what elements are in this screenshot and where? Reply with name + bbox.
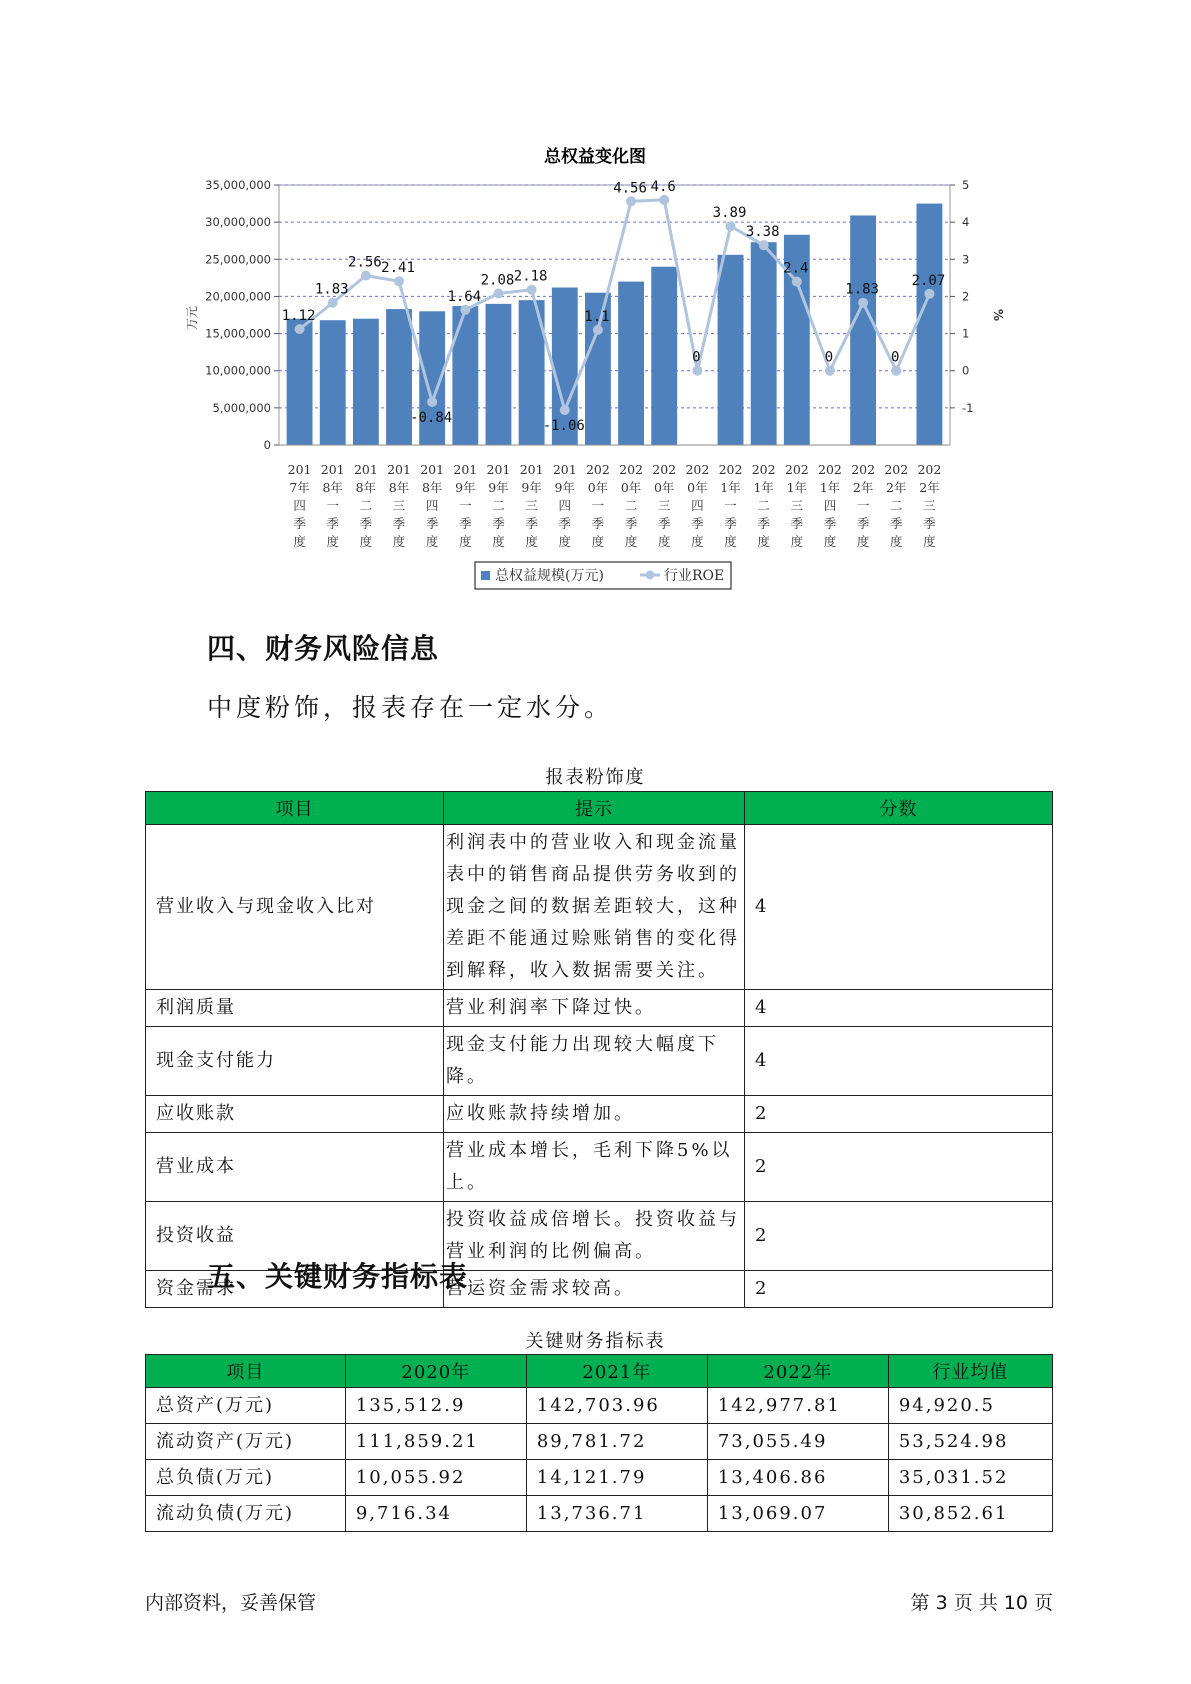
- roe-point: [924, 289, 934, 299]
- left-tick-label: 15,000,000: [205, 326, 271, 341]
- x-tick-label: 201 8年二季度: [353, 462, 378, 549]
- section-5-heading: 五、关键财务指标表: [207, 1260, 469, 1293]
- risk-summary-text: 中度粉饰，报表存在一定水分。: [207, 693, 614, 722]
- roe-point: [427, 397, 437, 407]
- left-tick-label: 25,000,000: [205, 252, 271, 267]
- right-tick-label: 0: [962, 363, 970, 378]
- roe-data-label: 0: [891, 349, 900, 366]
- risk-score-cell: 2: [745, 1096, 1053, 1133]
- roe-data-label: 3.38: [745, 224, 780, 241]
- legend-bar-swatch: [481, 571, 490, 580]
- roe-point: [726, 221, 736, 231]
- equity-bar: [850, 215, 876, 445]
- risk-hint-cell: 营运资金需求较高。: [444, 1271, 745, 1308]
- risk-item-cell: 利润质量: [146, 990, 444, 1027]
- x-tick-label: 202 0年三季度: [652, 462, 677, 549]
- plot-area: [279, 185, 950, 445]
- right-tick-label: -1: [962, 400, 974, 415]
- roe-point: [792, 277, 802, 287]
- x-tick-label: 202 0年二季度: [619, 462, 644, 549]
- x-tick-label: 202 1年一季度: [718, 462, 743, 549]
- section-4-heading: 四、财务风险信息: [207, 632, 440, 665]
- legend-line-label: 行业ROE: [664, 568, 725, 584]
- risk-item-cell: 投资收益: [146, 1202, 444, 1271]
- legend-bar-label: 总权益规模(万元): [495, 568, 604, 584]
- kfi-cell: 13,069.07: [707, 1496, 888, 1532]
- roe-point: [361, 271, 371, 281]
- kfi-cell: 10,055.92: [345, 1460, 526, 1496]
- kfi-cell: 53,524.98: [888, 1424, 1052, 1460]
- right-axis-label: %: [991, 308, 1005, 322]
- kfi-cell: 流动资产(万元): [146, 1424, 346, 1460]
- roe-point: [328, 298, 338, 308]
- roe-point: [593, 325, 603, 335]
- left-tick-label: 0: [263, 438, 271, 452]
- kfi-table-row: [146, 1388, 1053, 1424]
- roe-data-label: 4.6: [650, 178, 676, 195]
- risk-table-row: [146, 1027, 1053, 1096]
- right-tick-label: 5: [962, 178, 970, 192]
- risk-table-row: [146, 1133, 1053, 1202]
- left-tick-label: 5,000,000: [212, 400, 271, 415]
- left-axis-label: 万元: [185, 305, 199, 331]
- equity-bar: [287, 319, 313, 445]
- roe-data-label: 2.07: [911, 272, 946, 289]
- kfi-cell: 总负债(万元): [146, 1460, 346, 1496]
- chart-title: 总权益变化图: [544, 147, 646, 167]
- risk-score-cell: 2: [745, 1202, 1053, 1271]
- x-tick-label: 202 1年四季度: [818, 462, 842, 549]
- roe-data-label: 2.4: [783, 260, 809, 277]
- kfi-header-cell: 2020年: [345, 1355, 526, 1388]
- kfi-cell: 13,736.71: [526, 1496, 707, 1532]
- kfi-cell: 总资产(万元): [146, 1388, 346, 1424]
- risk-hint-cell: 投资收益成倍增长。投资收益与营业利润的比例偏高。: [444, 1202, 745, 1271]
- roe-data-label: 1.1: [584, 308, 610, 325]
- kfi-header-cell: 2022年: [707, 1355, 888, 1388]
- kfi-header-cell: 2021年: [526, 1355, 707, 1388]
- x-tick-label: 202 0年四季度: [685, 462, 710, 549]
- equity-bar: [386, 309, 412, 445]
- x-tick-label: 201 9年二季度: [486, 462, 511, 549]
- roe-data-label: -0.84: [410, 409, 453, 426]
- roe-data-label: 1.12: [281, 308, 316, 325]
- kfi-table-row: [146, 1424, 1053, 1460]
- roe-point: [394, 276, 404, 286]
- x-tick-label: 201 9年三季度: [519, 462, 544, 549]
- risk-hint-cell: 应收账款持续增加。: [444, 1096, 745, 1133]
- right-tick-label: 3: [962, 252, 970, 267]
- kfi-cell: 流动负债(万元): [146, 1496, 346, 1532]
- kfi-table-caption: 关键财务指标表: [525, 1331, 666, 1352]
- equity-bar: [916, 204, 942, 445]
- roe-point: [858, 298, 868, 308]
- right-tick-label: 1: [962, 326, 970, 341]
- equity-chart-svg: [0, 0, 1191, 600]
- risk-item-cell: 现金支付能力: [146, 1027, 444, 1096]
- roe-data-label: 1.83: [845, 281, 879, 298]
- kfi-header-cell: 项目: [146, 1355, 346, 1388]
- right-tick-label: 2: [962, 289, 970, 304]
- left-tick-label: 35,000,000: [205, 178, 271, 192]
- roe-point: [493, 288, 503, 298]
- risk-table-row: [146, 990, 1053, 1027]
- roe-data-label: -1.06: [542, 418, 585, 435]
- x-tick-label: 202 0年一季度: [585, 462, 610, 549]
- risk-hint-cell: 利润表中的营业收入和现金流量表中的销售商品提供劳务收到的现金之间的数据差距较大，这种差距不能通过赊账销售的变化得到解释，收入数据需要关注。: [444, 825, 745, 990]
- kfi-table-header-row: [146, 1355, 1053, 1388]
- footer-page-number: 第 3 页 共 10 页: [910, 1592, 1053, 1614]
- kfi-cell: 73,055.49: [707, 1424, 888, 1460]
- risk-header-score: 分数: [745, 792, 1053, 825]
- roe-data-label: 3.89: [712, 205, 747, 222]
- risk-hint-cell: 现金支付能力出现较大幅度下降。: [444, 1027, 745, 1096]
- equity-bar: [486, 304, 512, 445]
- footer-confidential: 内部资料，妥善保管: [145, 1592, 317, 1614]
- legend-line-marker: [646, 571, 655, 580]
- kfi-cell: 111,859.21: [345, 1424, 526, 1460]
- roe-data-label: 2.41: [381, 260, 415, 277]
- risk-item-cell: 资金需求: [146, 1271, 444, 1308]
- equity-bar: [353, 319, 379, 445]
- roe-point: [626, 196, 636, 206]
- kfi-cell: 35,031.52: [888, 1460, 1052, 1496]
- roe-data-label: 0: [824, 349, 834, 366]
- equity-bar: [320, 320, 346, 445]
- kfi-cell: 14,121.79: [526, 1460, 707, 1496]
- risk-item-cell: 营业收入与现金收入比对: [146, 825, 444, 990]
- risk-table-header-row: [146, 792, 1053, 825]
- risk-score-cell: 4: [745, 825, 1053, 990]
- x-tick-label: 201 9年一季度: [453, 462, 478, 549]
- x-tick-label: 202 2年二季度: [884, 462, 909, 549]
- x-tick-label: 202 2年三季度: [917, 462, 942, 549]
- right-tick-label: 4: [962, 215, 970, 230]
- roe-data-label: 2.08: [480, 272, 515, 289]
- kfi-cell: 142,703.96: [526, 1388, 707, 1424]
- x-tick-label: 201 8年三季度: [387, 462, 411, 549]
- risk-score-cell: 4: [745, 1027, 1053, 1096]
- roe-point: [659, 195, 669, 205]
- kfi-table-row: [146, 1460, 1053, 1496]
- risk-header-hint: 提示: [444, 792, 745, 825]
- roe-point: [460, 305, 470, 315]
- risk-table-row: [146, 1096, 1053, 1133]
- kfi-cell: 9,716.34: [345, 1496, 526, 1532]
- roe-point: [759, 240, 769, 250]
- roe-data-label: 0: [692, 349, 701, 366]
- roe-point: [560, 405, 570, 415]
- roe-data-label: 1.64: [447, 288, 482, 305]
- left-tick-label: 20,000,000: [205, 289, 271, 304]
- x-tick-label: 201 8年四季度: [420, 462, 445, 549]
- roe-data-label: 2.18: [513, 268, 548, 285]
- left-tick-label: 30,000,000: [205, 215, 271, 230]
- equity-bar: [651, 267, 677, 445]
- roe-data-label: 2.56: [348, 254, 382, 271]
- risk-item-cell: 营业成本: [146, 1133, 444, 1202]
- risk-header-item: 项目: [146, 792, 444, 825]
- risk-hint-cell: 营业成本增长，毛利下降5%以上。: [444, 1133, 745, 1202]
- x-tick-label: 201 7年四季度: [287, 462, 312, 549]
- roe-point: [825, 366, 835, 376]
- roe-point: [891, 366, 901, 376]
- equity-bar: [718, 255, 744, 445]
- roe-point: [527, 285, 537, 295]
- kfi-cell: 13,406.86: [707, 1460, 888, 1496]
- kfi-cell: 142,977.81: [707, 1388, 888, 1424]
- equity-bar: [452, 306, 478, 445]
- kfi-table-row: [146, 1496, 1053, 1532]
- x-tick-label: 201 9年四季度: [552, 462, 577, 549]
- risk-table-row: [146, 825, 1053, 990]
- roe-data-label: 1.83: [314, 281, 349, 298]
- risk-table: [145, 791, 1053, 1308]
- roe-point: [295, 324, 305, 334]
- key-financial-indicators-table: [145, 1354, 1053, 1532]
- risk-table-caption: 报表粉饰度: [545, 767, 646, 788]
- roe-data-label: 4.56: [613, 180, 647, 197]
- x-tick-label: 202 2年一季度: [851, 462, 876, 549]
- risk-item-cell: 应收账款: [146, 1096, 444, 1133]
- kfi-cell: 89,781.72: [526, 1424, 707, 1460]
- equity-bar: [618, 282, 644, 445]
- equity-chart: [0, 0, 1191, 600]
- risk-score-cell: 2: [745, 1271, 1053, 1308]
- kfi-cell: 135,512.9: [345, 1388, 526, 1424]
- x-tick-label: 202 1年二季度: [751, 462, 776, 549]
- equity-bar: [751, 242, 777, 445]
- risk-hint-cell: 营业利润率下降过快。: [444, 990, 745, 1027]
- left-tick-label: 10,000,000: [205, 363, 271, 378]
- kfi-header-cell: 行业均值: [888, 1355, 1052, 1388]
- risk-score-cell: 4: [745, 990, 1053, 1027]
- kfi-cell: 94,920.5: [888, 1388, 1052, 1424]
- x-tick-label: 202 1年三季度: [784, 462, 809, 549]
- risk-score-cell: 2: [745, 1133, 1053, 1202]
- roe-point: [692, 366, 702, 376]
- kfi-cell: 30,852.61: [888, 1496, 1052, 1532]
- x-tick-label: 201 8年一季度: [320, 462, 345, 549]
